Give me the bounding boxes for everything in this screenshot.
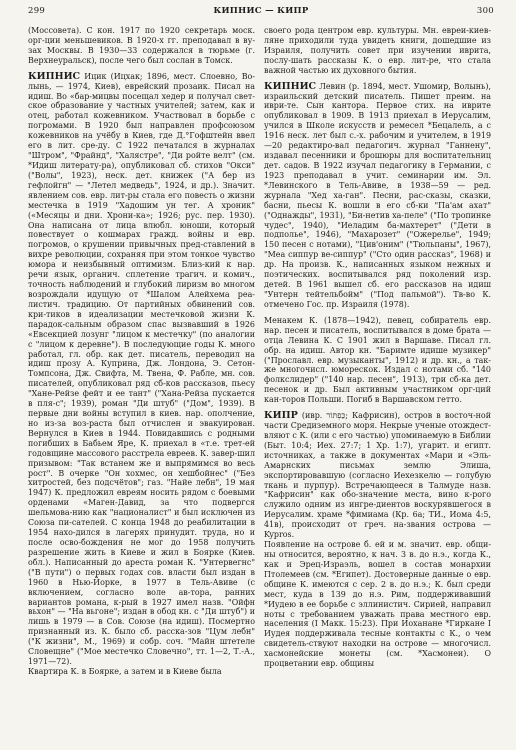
entry-kipnis-itsik <box>28 72 255 667</box>
page-number-left: 299 <box>28 6 46 16</box>
entry-text: Ицик (Ицхак; 1896, мест. Слоевно, Во-лынь, — 1974, Киев), еврейский прозаик. Писал на идиш. Во «бар-мицвы посещал хедер и получал свет-ское образование у частных учителей; затем, как и отец, работал кожевником. Участвовал в борьбе с погромами. В 1920 был направлен профсоюзом кожевников на учёбу в Киев, где Д.°Гофштейн ввел его в лит. сре-ду. С 1922 печатался в журналах "Штром", "Фрайнд", "Халястре", "Ди ройте велт" (см. *Идиш литерату-ра), опубликовал сб. стихов "Окси" ("Волы", 1923), неск. дет. книжек ("А бер из гефлойгн" — "Летел медведь", 1924, и др.). Значит. явлением сов. евр. лит-ры стала его повесть о жизни местечка в 1919 "Хадошим ун тег. А хроник" («Месяцы и дни. Хрони-ка»; 1926; рус. пер. 1930). Она написана от лица влюбл. юноши, который повествует о кошмарах гражд. войны и евр. погромов, о крушении привычных пред-ставлений в вихре революции, сохраняя при этом тонкое чувство юмора и неизбывный оптимизм. Близ-кий к нар. речи язык, органич. сплетение трагич. и комич., точность наблюдений и глубокий лиризм во многом возрождали идущую от *Шалом Алейхема реа-листич. традицию. От партийных обвинений сов. кри-тиков в идеализации местечковой жизни К. парадок-сальным образом спас вызвавший в 1926 «Евсекцией лозунг "лицом к местечку" (по аналогии с "лицом к деревне"). В последующие годы К. много работал, гл. обр. как дет. писатель, переводил на идиш прозу А. Куприна, Дж. Лондона, Э. Сетон-Томпсона, Дж. Свифта, М. Твена, Ф. Рабле, мн. сов. писателей, опубликовал ряд сб-ков рассказов, пьесу "Хане-Рейзе фейт и ее тант" ("Хана-Рейза пускается в пля-с"; 1939), роман "Ди штуб" ("Дом", 1939). В первые дни войны вступил в киев. нар. ополчение, но из-за воз-раста был отчислен и эвакуирован. Вернулся в Киев в 1944. Повидавшись с родными погибших в Бабьем Яре, К. приехал в «т.е. трет-ей годовщине массового расстрела евреев. К. завер-шил призывом: "Так встанем же и выпрямимся во весь рост". В очерке "Он хохмес, он хешбойнес" ("Без хитростей, без подсчётов"; газ. "Найе лебн", 19 мая 1947) К. предложил евреям носить рядом с боевыми орденами «Маген-Давид, за что подвергся шельмова-нию как "националист" и был исключен из Союза пи-сателей. С конца 1948 до реабилитации в 1954 нахо-дился в лагерях принудит. труда, но и после осво-бождения не мог до 1958 получить разрешение жить в Киеве и жил в Боярке (Киев. обл.). Написанный до ареста роман К. "Унтервегнс" ("В пути") о первых годах сов. власти был издан в 1960 в Нью-Йорке, в 1977 в Тель-Авиве (с включением, согласно воле ав-тора, ранних вариантов романа, к-рый в 1927 имел назв. "Ойфн вьхон" — "На вьгоне"; издан в обод кн. с "Ди штуб") и лишь в 1979 — в Сов. Союзе (на идиш). Посмертно признанный из. К. было сб. расска-зов "Цум лебн" ("К жизни", М., 1969) и собр. соч. "Майн штетеле Словещне" ("Мое местечко Словечно", тт. 1—2, Т.-А., 1971—72). <box>28 71 255 667</box>
entry-kipnis-levin <box>264 82 491 310</box>
entry-text: Левин (р. 1894, мест. Ушомир, Волынь), израильский детский писатель. Пишет преим. на иври-те. Сын кантора. Первое стих. на иврите опубликовал в 1909. В 1913 приехал в Иерусалим, учился в Школе искусств и ремесел *Бецалель, а с 1916 неск. лет был с.-х. рабочим и учителем, в 1919—20 редактиро-вал педагогич. журнал "Ганнену", издавал песенники и брошюры для воспитательниц дет. садов. В 1922 изучал педагогику в Германии, с 1923 преподавал в учит. семинарии им. Эл. *Левинского в Тель-Авиве, в 1938—59 — ред. журнала "Хед ха-ган". Песни, рас-сказы, сказки, басни, пьесы К. вошли в его сб-ки "Па'ам ахат" ("Однажды", 1931), "Би-нетив ха-пеле" ("По тропинке чудес", 1940), "Иеладим ба-махтерет" ("Дети в подполье", 1946), "Махарозет" ("Ожерелье", 1949; 150 песен с нотами), "Цив'оним" ("Тюльпаны", 1967), "Меа сиппур ве-сиппур" ("Сто один рассказ", 1968) и др. На произв. К., написанных языком нежных и поэтических. воспитывался ряд поколений изр. детей. В 1961 вышел сб. его рассказов на идиш "Унтерн тейтельбойм" ("Под пальмой"). Тв-во К. отмечено Гос. пр. Израиля (1978). <box>264 81 491 309</box>
continued-paragraph: своего рода центром евр. культуры. Мн. евреи-киев-ляне приходили туда увидеть книги, дошедшие из Израиля, получить совет при изучении иврита, послу-шать рассказы К. о евр. лит-ре, что стала важной частью их духовного бытия. <box>264 26 491 75</box>
running-title: КИПНИС — КИПР <box>213 6 309 16</box>
entry-heading: КИПР <box>264 410 298 422</box>
page-header <box>28 6 494 20</box>
continued-paragraph: (Моссовета). С кон. 1917 по 1920 секретарь моск. орг-ции меньшевиков. В 1920-х гг. преподавал в ву-зах Москвы. В 1930—33 содержался в тюрьме (г. Верхнеуральск), после чего был сослан в Томск. <box>28 26 255 65</box>
closing-paragraph: Квартира К. в Боярке, а затем и в Киеве была <box>28 667 222 676</box>
entry-kipnis-menakem <box>264 316 491 405</box>
entry-subheading: Менакем К. <box>264 315 318 325</box>
right-column <box>264 26 491 669</box>
page-number-right: 300 <box>476 6 494 16</box>
left-column <box>28 26 255 677</box>
entry-kipr <box>264 411 491 540</box>
entry-text: (ивр. כַּפְתּוֹר; Кафрисин), остров в восточ-ной части Средиземного моря. Некрые ученые отождест-вляют с К. (или с его частью) упоминаемую в Библии (Быт. 10:4; Иех. 27:7; 1 Хр. 1:7), угарит. и египт. источниках, а также в документах «Мари и «Эль-Амарнских письмах землю Элиша, экспортировавшую (согласно Иехезкелю — голубую ткань и пурпур). Встречающееся в Талмуде назв. "Кафрисин" как обо-значение места, вино к-рого служило одним из ингре-диентов воскурявшегося в Иерусалим. храме *фимиама (Кр. 6а; ТИ., Иома 4:5, 41в), происходит от греч. на-звания острова — Kypros. <box>264 411 492 540</box>
entry-text: (1878—1942), певец, собиратель евр. нар. песен и писатель, воспитывался в доме брата — отца Левина К. С 1901 жил в Варшаве. Писал гл. обр. на идиш. Автор кн. "Баримте идише музикер" ("Прославл. евр. музыканты", 1912) и др. кн., а так-же многочисл. юморескок. Издал с нотами сб. "140 фолкслидер" ("140 нар. песен", 1913), три сб-ка дет. песенок и др. Был активным участником орг-ций кан-торов Польши. Погиб в Варшавском гетто. <box>264 315 491 405</box>
entry-heading: КИПНИС <box>264 80 317 92</box>
entry-heading: КИПНИС <box>28 70 81 82</box>
entry-paragraph: Появление на острове б. ей и м. значит. евр. общи-ны относится, вероятно, к нач. 3 в. до н.э., когда К., как и Эрец-Израэль, вошел в состав монархии Птолемеев (см. *Египет). Достоверные данные о евр. общине К. имеются с сер. 2 в. до н.э.; К. был среди мест, куда в 139 до н.э. Рим, поддерживавший *Иудею в ее борьбе с эллинистич. Сирией, направил ноты с требованием уважать права местного евр. населения (I Макк. 15:23). При Иоханане *Гиркане I Иудея поддерживала тесные контакты с К., о чем свидетель-ствуют находки на острове — многочисл. хасмонейские монеты (см. *Хасмонеи). О процветании евр. общины <box>264 540 491 669</box>
